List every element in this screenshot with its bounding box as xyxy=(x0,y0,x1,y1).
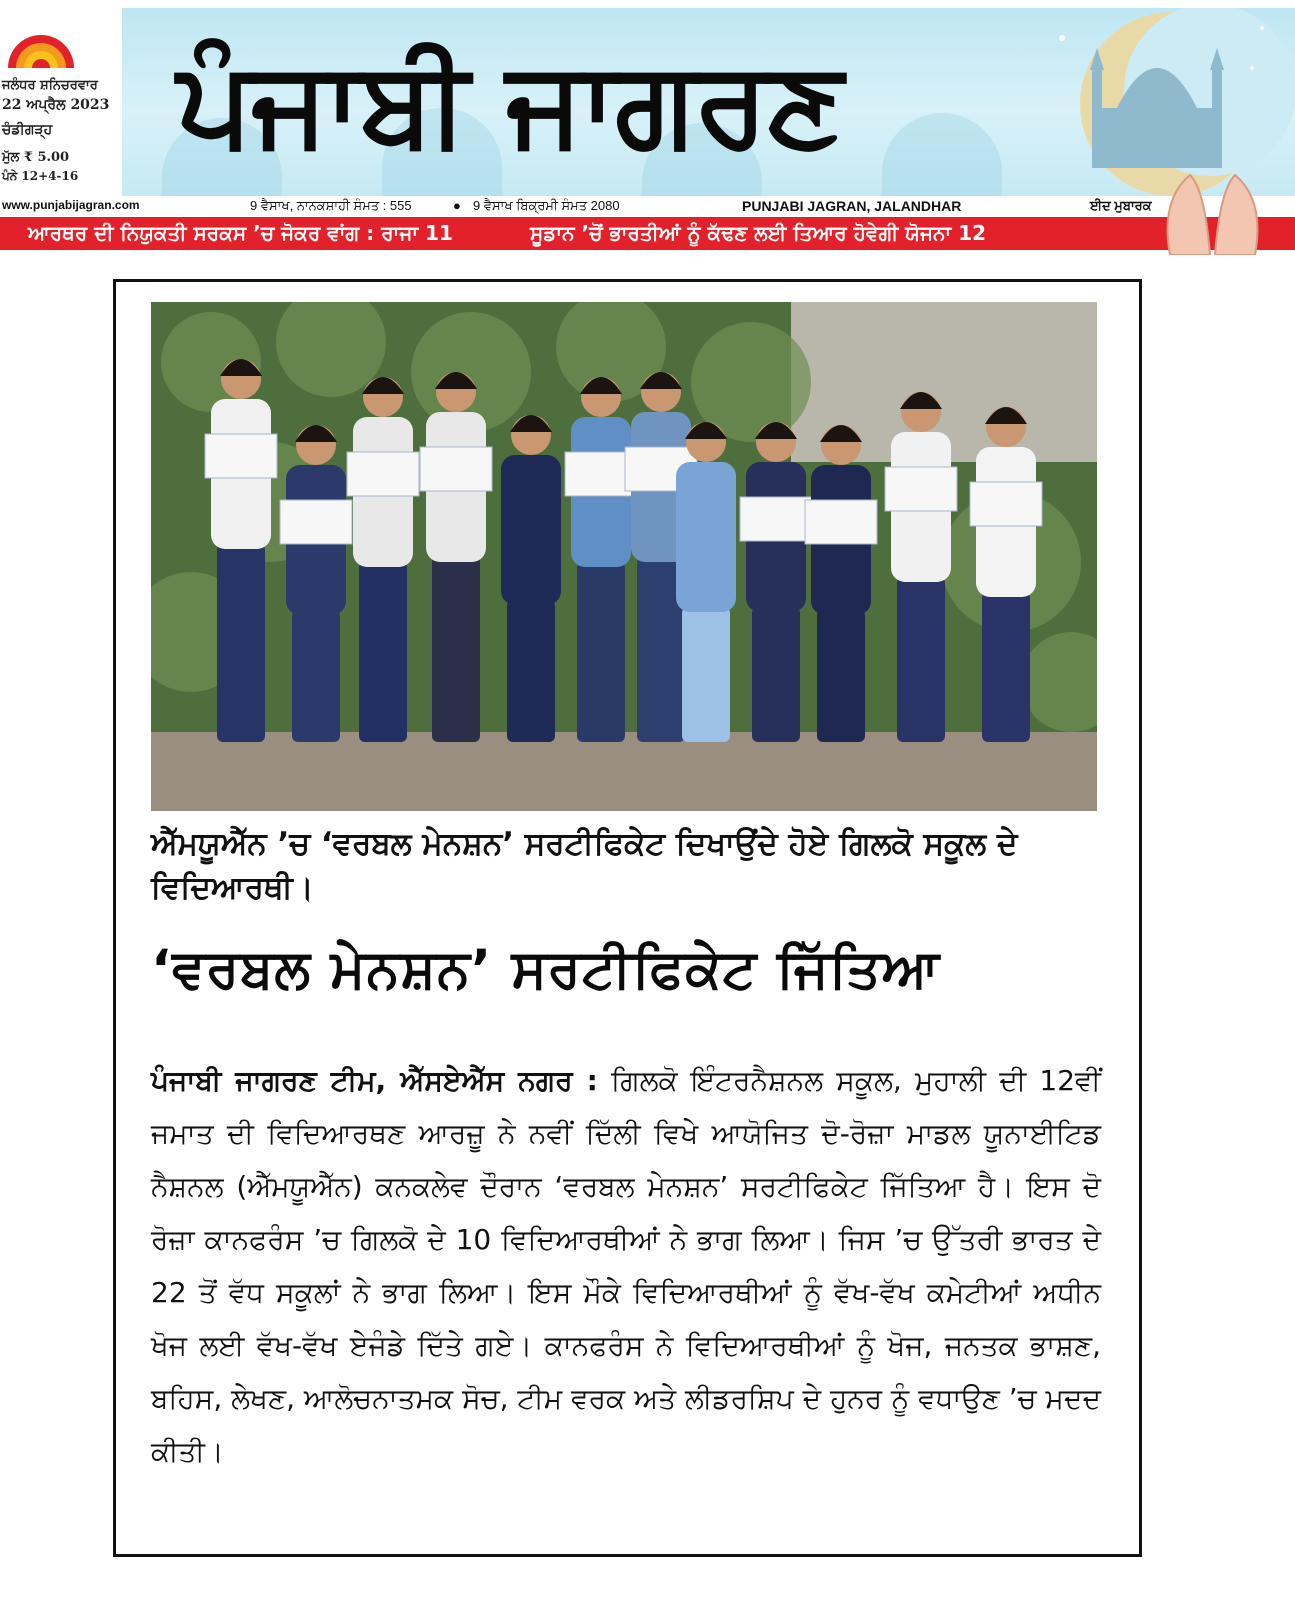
certificate xyxy=(205,434,277,478)
certificate xyxy=(740,497,812,541)
student-figure xyxy=(676,422,736,742)
city-day: ਜਲੰਧਰ ਸ਼ਨਿਚਰਵਾਰ xyxy=(2,78,98,93)
article-photo xyxy=(151,302,1097,811)
news-article xyxy=(113,279,1142,1557)
certificate xyxy=(805,500,877,544)
bikrami-date: 9 ਵੈਸਾਖ ਬਿਕ੍ਰਮੀ ਸੰਮਤ 2080 xyxy=(473,198,620,213)
page-count: ਪੰਨੇ 12+4-16 xyxy=(2,169,79,183)
newspaper-title: ਪੰਜਾਬੀ ਜਾਗਰਣ xyxy=(177,34,842,172)
headline-strip xyxy=(0,217,1295,250)
praying-hands-icon xyxy=(1150,130,1275,255)
eid-greeting: ਈਦ ਮੁਬਾਰਕ xyxy=(1090,198,1152,213)
website-link[interactable]: www.punjabijagran.com xyxy=(2,198,140,212)
masthead-banner xyxy=(122,8,1295,196)
rising-sun-logo-icon xyxy=(2,22,80,70)
masthead xyxy=(0,0,1295,255)
certificate xyxy=(970,482,1042,526)
group-photo-students-image xyxy=(151,302,1097,811)
student-figure xyxy=(501,415,561,742)
nanakshahi-date: 9 ਵੈਸਾਖ, ਨਾਨਕਸ਼ਾਹੀ ਸੰਮਤ : 555 xyxy=(250,198,412,213)
certificate xyxy=(347,452,419,496)
article-headline: ‘ਵਰਬਲ ਮੇਨਸ਼ਨ’ ਸਰਟੀਫਿਕੇਟ ਜਿੱਤਿਆ xyxy=(151,939,941,1000)
teaser-headline-2[interactable]: ਸੂਡਾਨ ’ਚੋਂ ਭਾਰਤੀਆਂ ਨੂੰ ਕੱਢਣ ਲਈ ਤਿਆਰ ਹੋਵੇਗੀ ਯੋਜਨਾ 12 xyxy=(530,221,987,245)
paper-city: PUNJABI JAGRAN, JALANDHAR xyxy=(742,198,962,214)
edition-name: ਚੰਡੀਗੜ੍ਹ xyxy=(2,122,53,138)
byline: ਪੰਜਾਬੀ ਜਾਗਰਣ ਟੀਮ, ਐੱਸਏਐੱਸ ਨਗਰ : xyxy=(151,1064,598,1097)
photo-caption: ਐੱਮਯੂਐੱਨ ’ਚ ‘ਵਰਬਲ ਮੇਨਸ਼ਨ’ ਸਰਟੀਫਿਕੇਟ ਦਿਖਾਉਂਦੇ ਹੋਏ ਗਿਲਕੋ ਸਕੂਲ ਦੇ ਵਿਦਿਆਰਥੀ। xyxy=(151,826,1018,906)
certificate xyxy=(885,467,957,511)
certificate xyxy=(280,500,352,544)
price: ਮੁੱਲ ₹ 5.00 xyxy=(2,150,70,165)
issue-date: 22 ਅਪ੍ਰੈਲ 2023 xyxy=(2,97,110,113)
info-bar xyxy=(0,196,1295,217)
article-body xyxy=(151,1054,1101,1478)
teaser-headline-1[interactable]: ਆਰਥਰ ਦੀ ਨਿਯੁਕਤੀ ਸਰਕਸ ’ਚ ਜੋਕਰ ਵਾਂਗ : ਰਾਜਾ 11 xyxy=(28,221,453,245)
bullet-separator: ● xyxy=(453,198,461,213)
article-text: ਗਿਲਕੋ ਇੰਟਰਨੈਸ਼ਨਲ ਸਕੂਲ, ਮੁਹਾਲੀ ਦੀ 12ਵੀਂ ਜਮਾਤ ਦੀ ਵਿਦਿਆਰਥਣ ਆਰਜ਼ੂ ਨੇ ਨਵੀਂ ਦਿੱਲੀ ਵਿਖੇ ਆਯੋਜਿਤ ਦੋ-ਰੋਜ਼ਾ ਮਾਡਲ ਯੂਨਾਈਟਿਡ ਨੈਸ਼ਨਲ (ਐੱਮਯੂਐੱਨ) ਕਨਕਲੇਵ ਦੌਰਾਨ ‘ਵਰਬਲ ਮੇਨਸ਼ਨ’ ਸਰਟੀਫਿਕੇਟ ਜਿੱਤਿਆ ਹੈ। ਇਸ ਦੋ ਰੋਜ਼ਾ ਕਾਨਫਰੰਸ ’ਚ ਗਿਲਕੋ ਦੇ 10 ਵਿਦਿਆਰਥੀਆਂ ਨੇ ਭਾਗ ਲਿਆ। ਜਿਸ ’ਚ ਉੱਤਰੀ ਭਾਰਤ ਦੇ 22 ਤੋਂ ਵੱਧ ਸਕੂਲਾਂ ਨੇ ਭਾਗ ਲਿਆ। ਇਸ ਮੌਕੇ ਵਿਦਿਆਰਥੀਆਂ ਨੂੰ ਵੱਖ-ਵੱਖ ਕਮੇਟੀਆਂ ਅਧੀਨ ਖੋਜ ਲਈ ਵੱਖ-ਵੱਖ ਏਜੰਡੇ ਦਿੱਤੇ ਗਏ। ਕਾਨਫਰੰਸ ਨੇ ਵਿਦਿਆਰਥੀਆਂ ਨੂੰ ਖੋਜ, ਜਨਤਕ ਭਾਸ਼ਣ, ਬਹਿਸ, ਲੇਖਣ, ਆਲੋਚਨਾਤਮਕ ਸੋਚ, ਟੀਮ ਵਰਕ ਅਤੇ ਲੀਡਰਸ਼ਿਪ ਦੇ ਹੁਨਰ ਨੂੰ ਵਧਾਉਣ ’ਚ ਮਦਦ ਕੀਤੀ। xyxy=(151,1064,1101,1468)
certificate xyxy=(420,447,492,491)
